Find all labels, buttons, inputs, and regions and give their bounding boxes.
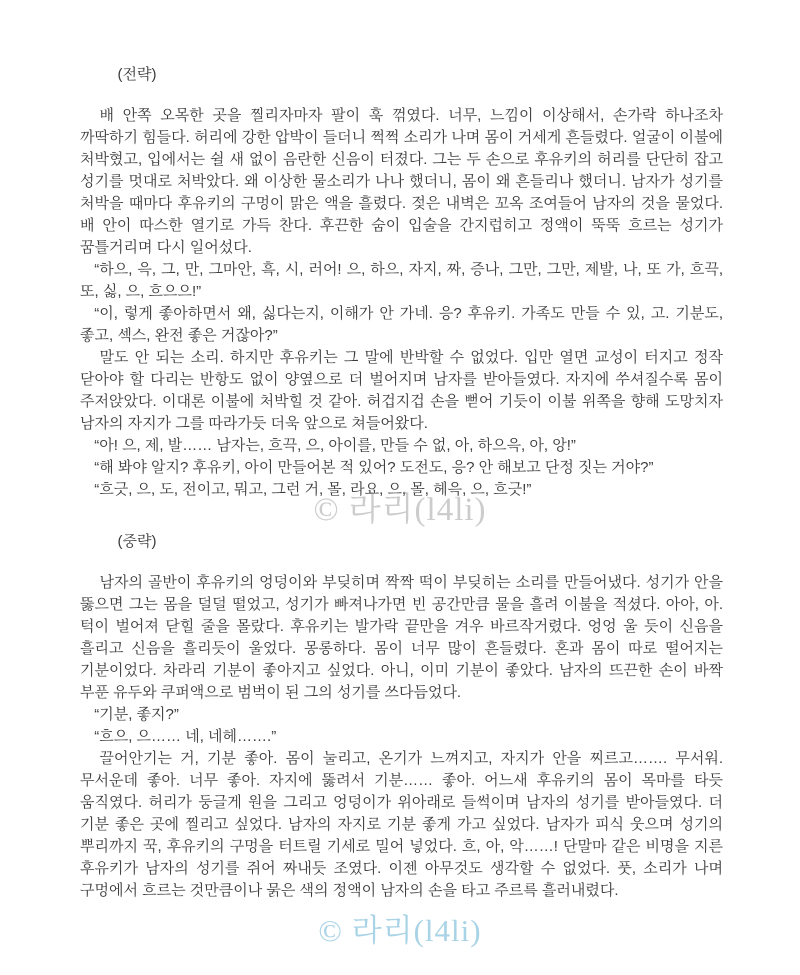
narration-paragraph: 끌어안기는 거, 기분 좋아. 몸이 눌리고, 온기가 느껴지고, 자지가 안을 찌르고……. 무서워. 무서운데 좋아. 너무 좋아. 자지에 뚫려서 기분…… 좋아. 어느새 후유키의 몸이 목마를 타듯 움직였다. 허리가 둥글게 원을 그리고 엉덩이가 위아래로 들썩이며 남자의 성기를 받아들였다. 더 기분 좋은 곳에 찔리고 싶었다. 남자의 자지로 기분 좋게 가고 싶었다. 남자가 피식 웃으며 성기의 뿌리까지 꾹, 후유키의 구멍을 터트릴 기세로 밀어 넣었다. 흐, 아, 악……! 단말마 같은 비명을 지른 후유키가 남자의 성기를 쥐어 짜내듯 조였다. 이젠 아무것도 생각할 수 없었다. 풋, 소리가 나며 구멍에서 흐르는 것만큼이나 묽은 색의 정액이 남자의 손을 타고 주르륵 흘러내렸다. (80, 750, 723, 899)
omission-label-top: (전략) (117, 66, 157, 83)
novel-text-body (80, 64, 723, 902)
dialogue-line: “이, 렇게 좋아하면서 왜, 싫다는지, 이해가 안 가네. 응? 후유키. 가족도 만들 수 있, 고. 기분도, 좋고, 섹스, 완전 좋은 거잖아?” (80, 305, 723, 344)
dialogue-line: “해 봐야 알지? 후유키, 아이 만들어본 적 있어? 도전도, 응? 안 해보고 단정 짓는 거야?” (94, 459, 654, 476)
dialogue-line: “기분, 좋지?” (94, 706, 179, 723)
narration-paragraph: 말도 안 되는 소리. 하지만 후유키는 그 말에 반박할 수 없었다. 입만 열면 교성이 터지고 정작 닫아야 할 다리는 반항도 없이 양옆으로 더 벌어지며 남자를 받아들였다. 자지에 쑤셔질수록 몸이 주저앉았다. 이대론 이불에 처박힐 것 같아. 허겁지겁 손을 뻗어 기듯이 이불 위쪽을 향해 도망치자 남자의 자지가 그를 따라가듯 더욱 앞으로 쳐들어왔다. (80, 349, 723, 432)
watermark-copyright-bottom: © 라리(l4li) (318, 913, 482, 948)
narration-paragraph: 배 안쪽 오목한 곳을 찔리자마자 팔이 훅 꺾였다. 너무, 느낌이 이상해서, 손가락 하나조차 까딱하기 힘들다. 허리에 강한 압박이 들더니 쩍쩍 소리가 나며 몸이 거세게 흔들렸다. 얼굴이 이불에 처박혔고, 입에서는 쉴 새 없이 음란한 신음이 터졌다. 그는 두 손으로 후유키의 허리를 단단히 잡고 성기를 멋대로 처박았다. 왜 이상한 물소리가 나나 했더니, 몸이 왜 흔들리나 했더니. 남자가 성기를 처박을 때마다 후유키의 구멍이 맑은 액을 흘렸다. 젖은 내벽은 꼬옥 조여들어 남자의 것을 물었다. 배 안이 따스한 열기로 가득 찬다. 후끈한 숨이 입술을 간지럽히고 정액이 뚝뚝 흐르는 성기가 꿈틀거리며 다시 일어섰다. (80, 107, 723, 256)
dialogue-line: “흐긋, 으, 도, 전이고, 뭐고, 그런 거, 몰, 라요, 으, 몰, 헤윽, 으, 흐긋!” (94, 481, 532, 498)
dialogue-line: “하으, 윽, 그, 만, 그마안, 흑, 시, 러어! 으, 하으, 자지, 짜, 증나, 그만, 그만, 제발, 나, 또 가, 흐끅, 또, 싫, 으, 흐으으!” (80, 261, 723, 300)
dialogue-line: “흐으, 으…… 네, 네헤…….” (94, 728, 277, 745)
dialogue-line: “아! 으, 제, 발…… 남자는, 흐끅, 으, 아이를, 만들 수 없, 아, 하으윽, 아, 앙!” (94, 437, 576, 454)
watermark-copyright-middle: © 라리(l4li) (313, 492, 487, 528)
omission-label-middle: (중략) (117, 533, 157, 550)
narration-paragraph: 남자의 골반이 후유키의 엉덩이와 부딪히며 짝짝 떡이 부딪히는 소리를 만들어냈다. 성기가 안을 뚫으면 그는 몸을 덜덜 떨었고, 성기가 빠져나가면 빈 공간만큼 물을 흘려 이불을 적셨다. 아아, 아. 턱이 벌어져 닫힐 줄을 몰랐다. 후유키는 발가락 끝만을 겨우 바르작거렸다. 엉엉 울 듯이 신음을 흘리고 신음을 흘리듯이 울었다. 몽롱하다. 몸이 너무 많이 흔들렸다. 혼과 몸이 따로 떨어지는 기분이었다. 차라리 기분이 좋아지고 싶었다. 아니, 이미 기분이 좋았다. 남자의 뜨끈한 손이 바짝 부푼 유두와 쿠퍼액으로 범벅이 된 그의 성기를 쓰다듬었다. (80, 574, 723, 701)
